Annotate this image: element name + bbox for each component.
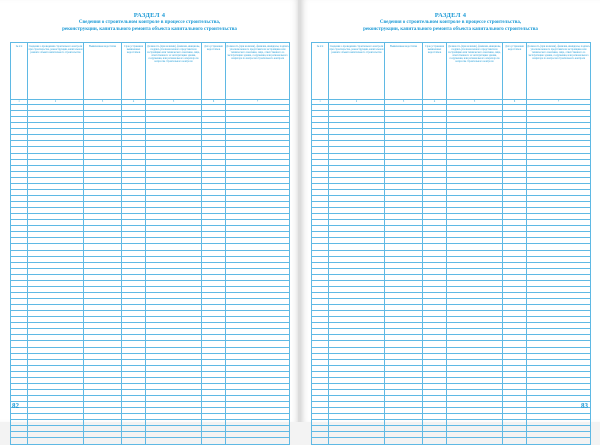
column-number: 7 [527, 100, 591, 105]
table-header-row [11, 43, 290, 100]
table-cell [202, 438, 226, 444]
column-number: 3 [385, 100, 423, 105]
column-number: 4 [423, 100, 447, 105]
section-description-line: Сведения о строительном контроле в процессе строительства, [78, 20, 221, 25]
column-number: 5 [447, 100, 503, 105]
table-body [11, 105, 290, 445]
table-cell [122, 438, 146, 444]
table-cell [447, 438, 503, 444]
section-title: РАЗДЕЛ 4 [133, 12, 166, 19]
column-number: 6 [202, 100, 226, 105]
page-number: 82 [12, 402, 19, 410]
table-cell [226, 438, 290, 444]
section-description-line: реконструкции, капитального ремонта объекта капитального строительства [62, 26, 237, 32]
section-description-line: Сведения о строительном контроле в процессе строительства, [379, 20, 522, 25]
column-number: 2 [28, 100, 84, 105]
table-row [11, 438, 290, 444]
section-description [301, 20, 600, 33]
column-number: 6 [503, 100, 527, 105]
column-header: № п/п [312, 43, 329, 100]
section-title: РАЗДЕЛ 4 [434, 12, 467, 19]
table-cell [329, 438, 385, 444]
table-body [312, 105, 591, 445]
column-header: Выявленные недостатки [385, 43, 423, 100]
column-number: 2 [329, 100, 385, 105]
column-number: 1 [11, 100, 28, 105]
table-cell [146, 438, 202, 444]
table-row [312, 438, 591, 444]
column-number: 7 [226, 100, 290, 105]
column-number: 5 [146, 100, 202, 105]
column-header: Срок устранения выявленных недостатков [423, 43, 447, 100]
construction-control-table [10, 42, 290, 445]
construction-control-table [311, 42, 591, 445]
column-header: Должность (при наличии), фамилия, инициалы, подпись уполномоченного представителя застройщика или технического заказчика, лица, ответственного за эксплуатацию здания, сооружения, или регионального оператора по вопросам строительного контроля [226, 43, 290, 100]
column-header: Должность (при наличии), фамилия, инициалы, подпись уполномоченного представителя застройщика или технического заказчика, лица, ответственного за эксплуатацию здания, сооружения, или регионального оператора по вопросам строительного контроля [146, 43, 202, 100]
left-page [0, 0, 299, 422]
right-page [301, 0, 600, 422]
column-number: 3 [84, 100, 122, 105]
table-header-row [312, 43, 591, 100]
section-description [0, 20, 299, 33]
table-cell [11, 438, 28, 444]
table-cell [527, 438, 591, 444]
section-description-line: реконструкции, капитального ремонта объекта капитального строительства [363, 26, 538, 32]
column-header: Срок устранения выявленных недостатков [122, 43, 146, 100]
column-header: № п/п [11, 43, 28, 100]
column-header: Выявленные недостатки [84, 43, 122, 100]
table-cell [312, 438, 329, 444]
page-number: 83 [581, 402, 588, 410]
column-header: Должность (при наличии), фамилия, инициалы, подпись уполномоченного представителя застройщика или технического заказчика, лица, ответственного за эксплуатацию здания, сооружения, или регионального оператора по вопросам строительного контроля [527, 43, 591, 100]
column-header: Должность (при наличии), фамилия, инициалы, подпись уполномоченного представителя застройщика или технического заказчика, лица, ответственного за эксплуатацию здания, сооружения, или регионального оператора по вопросам строительного контроля [447, 43, 503, 100]
table-cell [28, 438, 84, 444]
table-cell [423, 438, 447, 444]
column-number: 4 [122, 100, 146, 105]
column-header: Сведения о проведении строительного контроля при строительстве, реконструкции, капитальном ремонте объекта капитального строительства [28, 43, 84, 100]
table-cell [503, 438, 527, 444]
column-header: Сведения о проведении строительного контроля при строительстве, реконструкции, капитальном ремонте объекта капитального строительства [329, 43, 385, 100]
table-cell [84, 438, 122, 444]
column-header: Дата устранения недостатков [503, 43, 527, 100]
column-number: 1 [312, 100, 329, 105]
column-header: Дата устранения недостатков [202, 43, 226, 100]
table-cell [385, 438, 423, 444]
